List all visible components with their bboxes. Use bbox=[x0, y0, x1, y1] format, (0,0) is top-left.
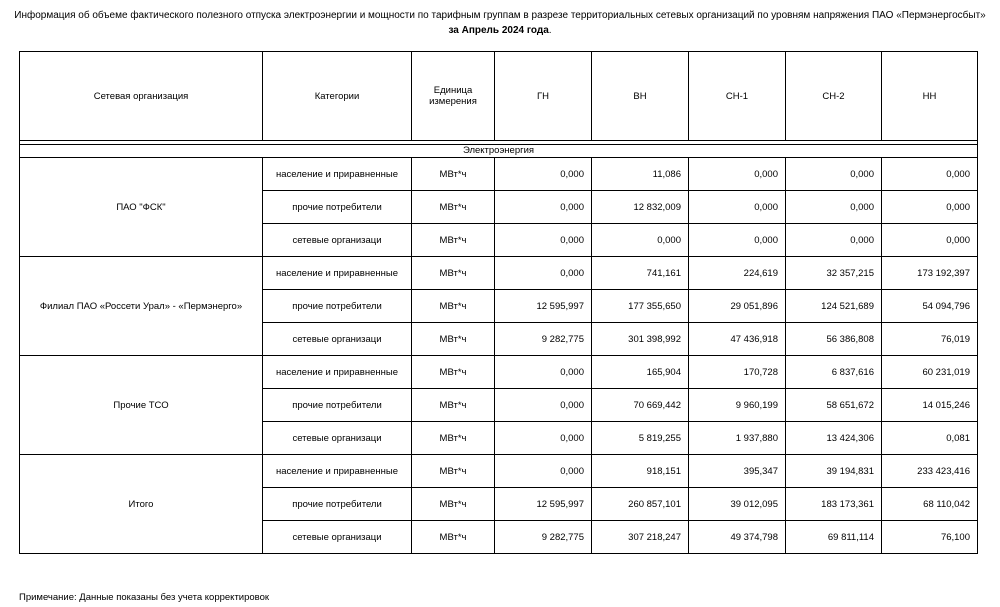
col-header-nn: НН bbox=[882, 52, 978, 141]
value-cell-vn: 70 669,442 bbox=[592, 389, 689, 422]
value-cell-sn2: 56 386,808 bbox=[786, 323, 882, 356]
value-cell-gn: 0,000 bbox=[495, 422, 592, 455]
col-header-category: Категории bbox=[263, 52, 412, 141]
value-cell-gn: 0,000 bbox=[495, 224, 592, 257]
table-row bbox=[20, 158, 978, 191]
value-cell-nn: 0,000 bbox=[882, 224, 978, 257]
unit-cell: МВт*ч bbox=[412, 488, 495, 521]
category-cell: сетевые организаци bbox=[263, 323, 412, 356]
value-cell-gn: 9 282,775 bbox=[495, 323, 592, 356]
report-period-suffix: . bbox=[548, 25, 552, 36]
value-cell-vn: 741,161 bbox=[592, 257, 689, 290]
unit-cell: МВт*ч bbox=[412, 455, 495, 488]
value-cell-gn: 0,000 bbox=[495, 158, 592, 191]
table-row bbox=[20, 257, 978, 290]
value-cell-sn2: 39 194,831 bbox=[786, 455, 882, 488]
unit-cell: МВт*ч bbox=[412, 389, 495, 422]
category-cell: население и приравненные bbox=[263, 257, 412, 290]
value-cell-gn: 0,000 bbox=[495, 191, 592, 224]
value-cell-gn: 9 282,775 bbox=[495, 521, 592, 554]
value-cell-gn: 0,000 bbox=[495, 257, 592, 290]
value-cell-sn1: 0,000 bbox=[689, 158, 786, 191]
value-cell-vn: 301 398,992 bbox=[592, 323, 689, 356]
report-title-line2-wrap bbox=[0, 23, 1000, 38]
value-cell-nn: 68 110,042 bbox=[882, 488, 978, 521]
value-cell-sn1: 395,347 bbox=[689, 455, 786, 488]
section-label: Электроэнергия bbox=[20, 145, 978, 158]
header-row bbox=[20, 52, 978, 141]
value-cell-vn: 260 857,101 bbox=[592, 488, 689, 521]
value-cell-vn: 918,151 bbox=[592, 455, 689, 488]
value-cell-nn: 0,000 bbox=[882, 158, 978, 191]
footnote: Примечание: Данные показаны без учета корректировок bbox=[19, 592, 270, 603]
col-header-sn2: СН-2 bbox=[786, 52, 882, 141]
col-header-gn: ГН bbox=[495, 52, 592, 141]
value-cell-sn1: 39 012,095 bbox=[689, 488, 786, 521]
report-period: за Апрель 2024 года bbox=[448, 25, 549, 36]
category-cell: сетевые организаци bbox=[263, 422, 412, 455]
value-cell-vn: 0,000 bbox=[592, 224, 689, 257]
unit-cell: МВт*ч bbox=[412, 356, 495, 389]
unit-cell: МВт*ч bbox=[412, 323, 495, 356]
org-cell: Филиал ПАО «Россети Урал» - «Пермэнерго» bbox=[20, 257, 263, 356]
report-title-line1: Информация об объеме фактического полезного отпуска электроэнергии и мощности по тарифным группам в разрезе территориальных сетевых организаций по уровням напряжения ПАО «Пермэнергосбыт» bbox=[14, 10, 986, 21]
category-cell: сетевые организаци bbox=[263, 224, 412, 257]
category-cell: население и приравненные bbox=[263, 455, 412, 488]
value-cell-sn1: 1 937,880 bbox=[689, 422, 786, 455]
value-cell-sn2: 0,000 bbox=[786, 191, 882, 224]
value-cell-vn: 165,904 bbox=[592, 356, 689, 389]
value-cell-nn: 0,000 bbox=[882, 191, 978, 224]
category-cell: прочие потребители bbox=[263, 191, 412, 224]
unit-cell: МВт*ч bbox=[412, 422, 495, 455]
value-cell-sn2: 69 811,114 bbox=[786, 521, 882, 554]
col-header-sn1: СН-1 bbox=[689, 52, 786, 141]
value-cell-sn2: 32 357,215 bbox=[786, 257, 882, 290]
value-cell-sn2: 124 521,689 bbox=[786, 290, 882, 323]
table-row bbox=[20, 356, 978, 389]
value-cell-gn: 12 595,997 bbox=[495, 488, 592, 521]
unit-cell: МВт*ч bbox=[412, 224, 495, 257]
value-cell-nn: 0,081 bbox=[882, 422, 978, 455]
value-cell-vn: 307 218,247 bbox=[592, 521, 689, 554]
unit-cell: МВт*ч bbox=[412, 290, 495, 323]
unit-cell: МВт*ч bbox=[412, 521, 495, 554]
org-cell: Прочие ТСО bbox=[20, 356, 263, 455]
value-cell-vn: 5 819,255 bbox=[592, 422, 689, 455]
value-cell-sn1: 0,000 bbox=[689, 191, 786, 224]
value-cell-vn: 11,086 bbox=[592, 158, 689, 191]
unit-cell: МВт*ч bbox=[412, 191, 495, 224]
value-cell-sn1: 9 960,199 bbox=[689, 389, 786, 422]
category-cell: население и приравненные bbox=[263, 158, 412, 191]
value-cell-nn: 76,100 bbox=[882, 521, 978, 554]
value-cell-nn: 60 231,019 bbox=[882, 356, 978, 389]
value-cell-sn1: 29 051,896 bbox=[689, 290, 786, 323]
value-cell-sn1: 49 374,798 bbox=[689, 521, 786, 554]
value-cell-sn2: 183 173,361 bbox=[786, 488, 882, 521]
value-cell-sn2: 6 837,616 bbox=[786, 356, 882, 389]
category-cell: сетевые организаци bbox=[263, 521, 412, 554]
col-header-org: Сетевая организация bbox=[20, 52, 263, 141]
org-cell: ПАО "ФСК" bbox=[20, 158, 263, 257]
section-row bbox=[20, 145, 978, 158]
unit-cell: МВт*ч bbox=[412, 158, 495, 191]
value-cell-sn1: 0,000 bbox=[689, 224, 786, 257]
value-cell-gn: 0,000 bbox=[495, 389, 592, 422]
category-cell: прочие потребители bbox=[263, 290, 412, 323]
value-cell-sn1: 170,728 bbox=[689, 356, 786, 389]
value-cell-gn: 0,000 bbox=[495, 455, 592, 488]
value-cell-sn2: 58 651,672 bbox=[786, 389, 882, 422]
value-cell-vn: 177 355,650 bbox=[592, 290, 689, 323]
value-cell-sn2: 0,000 bbox=[786, 158, 882, 191]
value-cell-nn: 173 192,397 bbox=[882, 257, 978, 290]
col-header-unit: Единица измерения bbox=[412, 52, 495, 141]
category-cell: прочие потребители bbox=[263, 488, 412, 521]
value-cell-sn2: 0,000 bbox=[786, 224, 882, 257]
report-title bbox=[0, 8, 1000, 38]
value-cell-gn: 12 595,997 bbox=[495, 290, 592, 323]
value-cell-sn1: 47 436,918 bbox=[689, 323, 786, 356]
unit-cell: МВт*ч bbox=[412, 257, 495, 290]
value-cell-nn: 54 094,796 bbox=[882, 290, 978, 323]
value-cell-nn: 76,019 bbox=[882, 323, 978, 356]
col-header-vn: ВН bbox=[592, 52, 689, 141]
electricity-table bbox=[19, 51, 978, 554]
category-cell: прочие потребители bbox=[263, 389, 412, 422]
value-cell-sn2: 13 424,306 bbox=[786, 422, 882, 455]
value-cell-vn: 12 832,009 bbox=[592, 191, 689, 224]
org-cell: Итого bbox=[20, 455, 263, 554]
category-cell: население и приравненные bbox=[263, 356, 412, 389]
value-cell-sn1: 224,619 bbox=[689, 257, 786, 290]
value-cell-gn: 0,000 bbox=[495, 356, 592, 389]
value-cell-nn: 14 015,246 bbox=[882, 389, 978, 422]
table-row bbox=[20, 455, 978, 488]
value-cell-nn: 233 423,416 bbox=[882, 455, 978, 488]
